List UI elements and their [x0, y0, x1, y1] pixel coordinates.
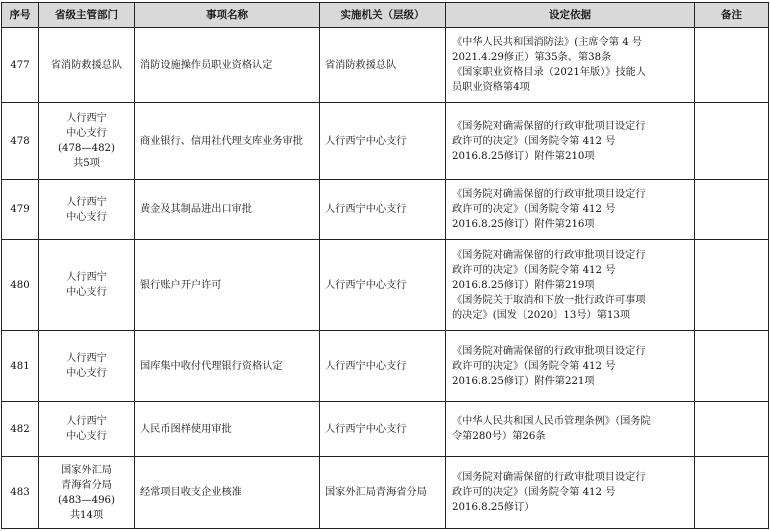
cell-org: 人行西宁中心支行 [320, 402, 446, 457]
basis-line: 《国务院对确需保留的行政审批项目设定行 [452, 120, 646, 132]
cell-dept [39, 457, 135, 529]
basis-line: 《国务院对确需保留的行政审批项目设定行 [452, 472, 646, 483]
dept-line: 中心支行 [66, 128, 107, 139]
dept-line: 人行西宁 [66, 272, 107, 283]
cell-note [695, 180, 769, 240]
cell-dept [39, 402, 135, 457]
basis-line: 《国务院对确需保留的行政审批项目设定行 [452, 249, 646, 261]
basis-line: 《国家职业资格目录（2021年版）》技能人 [452, 67, 647, 78]
dept-line: (483—496) [57, 494, 116, 506]
header-row [2, 3, 769, 28]
dept-line: 中心支行 [66, 211, 107, 223]
cell-note [695, 28, 769, 103]
dept-line: 青海省分局 [61, 479, 112, 491]
approval-items-table [1, 2, 769, 529]
cell-seq: 481 [2, 331, 39, 402]
cell-item: 人民币图样使用审批 [135, 402, 320, 457]
dept-line: 共14项 [69, 509, 104, 521]
table-row [2, 103, 769, 180]
basis-line: 政许可的决定》（国务院令第 412 号 [452, 264, 616, 276]
basis-line: 政许可的决定》（国务院令第 412 号 [452, 360, 616, 372]
basis-line: 《国务院对确需保留的行政审批项目设定行 [452, 189, 646, 200]
basis-line: 《中华人民共和国人民币管理条例》（国务院 [452, 416, 651, 427]
basis-line: 2016.8.25修订）附件第216项 [452, 219, 595, 230]
cell-basis [446, 331, 695, 402]
table-row [2, 402, 769, 457]
basis-line: 2016.8.25修订） [452, 502, 535, 513]
header-basis: 设定依据 [446, 3, 695, 28]
cell-seq: 480 [2, 240, 39, 331]
cell-item: 商业银行、信用社代理支库业务审批 [135, 103, 320, 180]
table-row [2, 457, 769, 529]
cell-seq: 482 [2, 402, 39, 457]
basis-line: 政许可的决定》（国务院令第 412 号 [452, 487, 616, 498]
basis-line: 《国务院对确需保留的行政审批项目设定行 [452, 345, 646, 357]
basis-line: 令第280号）第26条 [452, 431, 546, 442]
cell-seq: 483 [2, 457, 39, 529]
cell-dept [39, 28, 135, 103]
table-row [2, 331, 769, 402]
dept-line: 省消防救援总队 [50, 59, 123, 71]
cell-dept [39, 331, 135, 402]
dept-line: 人行西宁 [66, 416, 107, 427]
cell-basis [446, 402, 695, 457]
basis-line: 《国务院关于取消和下放一批行政许可事项 [452, 294, 646, 306]
basis-line: 《中华人民共和国消防法》(主席令第 4 号 [452, 37, 643, 48]
dept-line: (478—482) [57, 143, 116, 154]
basis-line: 2016.8.25修订）附件第210项 [452, 150, 595, 162]
cell-note [695, 457, 769, 529]
cell-dept [39, 103, 135, 180]
cell-item: 经常项目收支企业核准 [135, 457, 320, 529]
cell-note [695, 240, 769, 331]
dept-line: 中心支行 [66, 287, 107, 298]
dept-line: 共5项 [73, 158, 100, 169]
basis-line: 2016.8.25修订）附件第219项 [452, 279, 595, 291]
cell-note [695, 402, 769, 457]
cell-basis [446, 240, 695, 331]
basis-line: 2016.8.25修订）附件第221项 [452, 375, 595, 387]
cell-basis [446, 180, 695, 240]
basis-line: 的决定》(国发〔2020〕13号）第13项 [452, 309, 631, 321]
dept-line: 人行西宁 [66, 196, 107, 208]
cell-note [695, 331, 769, 402]
cell-basis [446, 103, 695, 180]
header-note: 备注 [695, 3, 769, 28]
table-row [2, 180, 769, 240]
cell-basis [446, 28, 695, 103]
cell-org: 人行西宁中心支行 [320, 180, 446, 240]
cell-dept [39, 180, 135, 240]
table-row [2, 28, 769, 103]
header-seq: 序号 [2, 3, 39, 28]
cell-org: 国家外汇局青海省分局 [320, 457, 446, 529]
header-dept: 省级主管部门 [39, 3, 135, 28]
cell-seq: 479 [2, 180, 39, 240]
table-row [2, 240, 769, 331]
cell-org: 人行西宁中心支行 [320, 103, 446, 180]
cell-item: 消防设施操作员职业资格认定 [135, 28, 320, 103]
table-body [2, 28, 769, 529]
cell-item: 银行账户开户许可 [135, 240, 320, 331]
cell-note [695, 103, 769, 180]
cell-seq: 478 [2, 103, 39, 180]
cell-org: 省消防救援总队 [320, 28, 446, 103]
cell-item: 黄金及其制品进出口审批 [135, 180, 320, 240]
header-org: 实施机关（层级） [320, 3, 446, 28]
basis-line: 政许可的决定》（国务院令第 412 号 [452, 204, 616, 215]
dept-line: 人行西宁 [66, 353, 107, 364]
dept-line: 中心支行 [66, 368, 107, 379]
cell-org: 人行西宁中心支行 [320, 331, 446, 402]
dept-line: 人行西宁 [66, 113, 107, 124]
dept-line: 国家外汇局 [61, 464, 112, 476]
cell-seq: 477 [2, 28, 39, 103]
basis-line: 政许可的决定》（国务院令第 412 号 [452, 135, 616, 147]
dept-line: 中心支行 [66, 431, 107, 442]
basis-line: 2021.4.29修正）第35条、第38条 [452, 52, 612, 63]
cell-basis [446, 457, 695, 529]
cell-org: 人行西宁中心支行 [320, 240, 446, 331]
header-item: 事项名称 [135, 3, 320, 28]
basis-line: 员职业资格第4项 [452, 82, 530, 93]
cell-dept [39, 240, 135, 331]
cell-item: 国库集中收付代理银行资格认定 [135, 331, 320, 402]
